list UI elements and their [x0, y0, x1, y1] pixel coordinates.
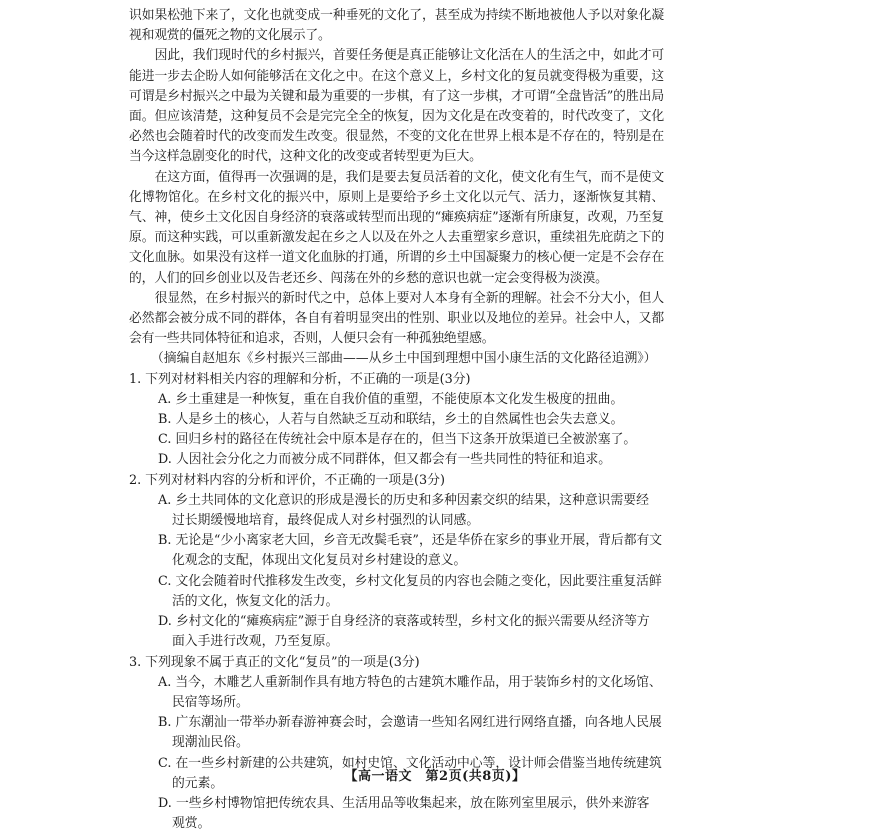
- passage-paragraph: 在这方面，值得再一次强调的是，我们是要去复员活着的文化，使文化有生气，而不是使文化博物馆化。在乡村文化的振兴中，原则上是要给予乡土文化以元气、活力，逐渐恢复其精、气、神，使乡土文化因自身经济的衰落或转型而出现的“瘫痪病症”逐渐有所康复，改观，乃至复原。而这种实践，可以重新激发起在乡之人以及在外之人去重塑家乡意识，重续祖先庇荫之下的文化血脉。如果没有这样一道文化血脉的打通，所谓的乡土中国凝聚力的核心便一定是不会存在的，人们的回乡创业以及告老还乡、闯荡在外的乡愁的意识也就一定会变得极为淡漠。: [129, 168, 664, 289]
- option-b: [129, 713, 664, 753]
- option-text: D. 乡村文化的“瘫痪病症”源于自身经济的衰落或转型，乡村文化的振兴需要从经济等方: [158, 614, 650, 629]
- option-a: [129, 491, 664, 531]
- option-d: [129, 612, 664, 652]
- question-3: [129, 653, 664, 834]
- option-text: D. 人因社会分化之力而被分成不同群体，但又都会有一些共同性的特征和追求。: [158, 452, 611, 467]
- option-text: A. 乡土共同体的文化意识的形成是漫长的历史和多种因素交织的结果，这种意识需要经: [158, 493, 649, 508]
- option-text: C. 文化会随着时代推移发生改变，乡村文化复员的内容也会随之变化，因此要注重复活鲜: [158, 574, 662, 589]
- option-text: C. 回归乡村的路径在传统社会中原本是存在的，但当下这条开放渠道已全被淤塞了。: [158, 432, 636, 447]
- question-2: [129, 471, 664, 653]
- option-text-continued: 面入手进行改观，乃至复原。: [158, 632, 664, 652]
- option-b: [129, 410, 664, 430]
- option-text-continued: 民宿等场所。: [158, 693, 664, 713]
- option-text: A. 当今，木雕艺人重新制作具有地方特色的古建筑木雕作品，用于装饰乡村的文化场馆、: [158, 675, 662, 690]
- option-text-continued: 的元素。: [158, 774, 664, 794]
- option-text-continued: 观赏。: [158, 814, 664, 834]
- page-content: [129, 6, 664, 834]
- option-d: [129, 450, 664, 470]
- option-text: B. 人是乡土的核心，人若与自然缺乏互动和联结，乡土的自然属性也会失去意义。: [158, 412, 623, 427]
- option-text-continued: 现潮汕民俗。: [158, 733, 664, 753]
- option-text: D. 一些乡村博物馆把传统农具、生活用品等收集起来，放在陈列室里展示，供外来游客: [158, 796, 649, 811]
- option-text: B. 无论是“少小离家老大回，乡音无改鬓毛衰”，还是华侨在家乡的事业开展，背后都有文: [158, 533, 662, 548]
- option-d: [129, 794, 664, 834]
- passage-paragraph: 识如果松弛下来了，文化也就变成一种垂死的文化了，甚至成为持续不断地被他人予以对象化凝视和观赏的僵死之物的文化展示了。: [129, 6, 664, 46]
- option-b: [129, 531, 664, 571]
- option-a: [129, 390, 664, 410]
- option-c: [129, 572, 664, 612]
- page-footer: 【高一语文 第2页(共8页)】: [0, 765, 870, 784]
- option-c: [129, 430, 664, 450]
- option-text: C. 在一些乡村新建的公共建筑，如村史馆、文化活动中心等，设计师会借鉴当地传统建筑: [158, 756, 662, 771]
- passage-paragraph: 很显然，在乡村振兴的新时代之中，总体上要对人本身有全新的理解。社会不分大小，但人必然都会被分成不同的群体，各自有着明显突出的性别、职业以及地位的差异。社会中人，又都会有一些共同体特征和追求，否则，人便只会有一种孤独绝望感。: [129, 289, 664, 350]
- question-stem: 1. 下列对材料相关内容的理解和分析，不正确的一项是(3分): [129, 370, 664, 390]
- option-a: [129, 673, 664, 713]
- option-text-continued: 过长期缓慢地培育，最终促成人对乡村强烈的认同感。: [158, 511, 664, 531]
- question-stem: 2. 下列对材料内容的分析和评价，不正确的一项是(3分): [129, 471, 664, 491]
- option-text: B. 广东潮汕一带举办新春游神赛会时，会邀请一些知名网红进行网络直播，向各地人民展: [158, 715, 662, 730]
- passage-paragraph: 因此，我们现时代的乡村振兴，首要任务便是真正能够让文化活在人的生活之中，如此才可能进一步去企盼人如何能够活在文化之中。在这个意义上，乡村文化的复员就变得极为重要，这可谓是乡村振兴之中最为关键和最为重要的一步棋，有了这一步棋，才可谓“全盘皆活”的胜出局面。但应该清楚，这种复员不会是完完全全的恢复，因为文化是在改变着的，时代改变了，文化必然也会随着时代的改变而发生改变。很显然，不变的文化在世界上根本是不存在的，特别是在当今这样急剧变化的时代，这种文化的改变或者转型更为巨大。: [129, 46, 664, 167]
- option-text-continued: 化观念的支配，体现出文化复员对乡村建设的意义。: [158, 551, 664, 571]
- question-stem: 3. 下列现象不属于真正的文化“复员”的一项是(3分): [129, 653, 664, 673]
- passage-source: （摘编自赵旭东《乡村振兴三部曲——从乡土中国到理想中国小康生活的文化路径追溯》）: [129, 349, 664, 369]
- option-text-continued: 活的文化，恢复文化的活力。: [158, 592, 664, 612]
- question-1: [129, 370, 664, 471]
- option-text: A. 乡土重建是一种恢复，重在自我价值的重塑，不能使原本文化发生极度的扭曲。: [158, 392, 623, 407]
